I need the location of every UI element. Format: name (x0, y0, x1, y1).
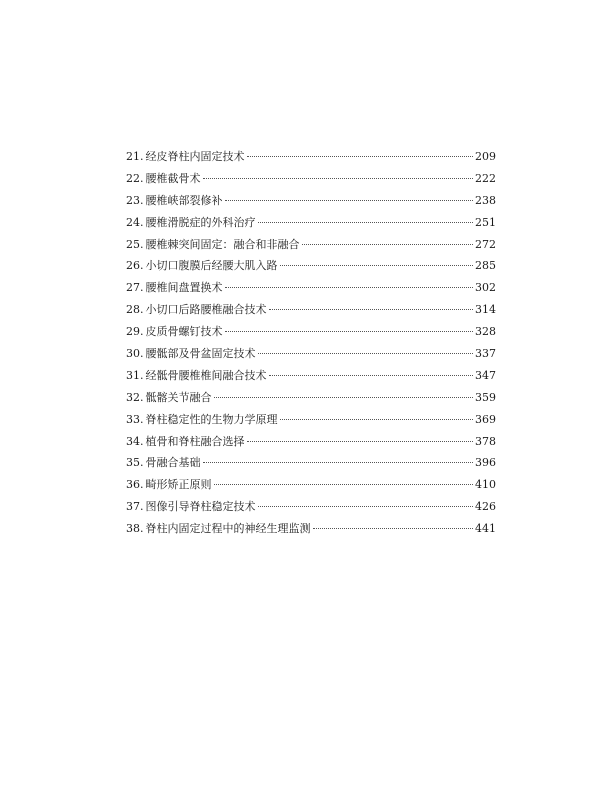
toc-entry-number: 36. (126, 478, 144, 492)
toc-entry-title: 畸形矫正原则 (145, 478, 212, 492)
toc-entry-title: 小切口腹膜后经腰大肌入路 (145, 259, 278, 273)
toc-entry-title: 经骶骨腰椎椎间融合技术 (145, 368, 267, 382)
toc-entry-title: 腰椎棘突间固定：融合和非融合 (145, 237, 300, 251)
toc-entry-page-number: 396 (475, 456, 496, 470)
toc-dot-leader (247, 441, 474, 442)
toc-entry-number: 27. (126, 281, 144, 295)
toc-entry-page-number: 441 (475, 522, 496, 536)
toc-entry-page-number: 302 (475, 281, 496, 295)
toc-entry (126, 194, 496, 216)
toc-entry-title: 骨融合基础 (145, 456, 201, 470)
toc-entry (126, 391, 496, 413)
table-of-contents (126, 150, 496, 544)
toc-entry-page-number: 285 (475, 259, 496, 273)
toc-entry-title: 腰椎滑脱症的外科治疗 (145, 215, 256, 229)
toc-entry (126, 369, 496, 391)
toc-entry-title: 腰椎截骨术 (145, 171, 201, 185)
toc-entry-page-number: 328 (475, 325, 496, 339)
toc-entry-page-number: 369 (475, 412, 496, 426)
toc-entry-number: 37. (126, 500, 144, 514)
toc-entry-page-number: 314 (475, 303, 496, 317)
toc-entry-number: 25. (126, 237, 144, 251)
toc-entry (126, 259, 496, 281)
toc-dot-leader (280, 419, 474, 420)
toc-dot-leader (258, 353, 474, 354)
toc-entry (126, 413, 496, 435)
toc-entry-number: 38. (126, 522, 144, 536)
toc-entry-page-number: 337 (475, 347, 496, 361)
toc-dot-leader (258, 222, 474, 223)
toc-entry (126, 435, 496, 457)
toc-entry-title: 皮质骨螺钉技术 (145, 325, 223, 339)
toc-entry-title: 植骨和脊柱融合选择 (145, 434, 245, 448)
toc-entry (126, 303, 496, 325)
toc-dot-leader (269, 375, 474, 376)
toc-entry-page-number: 222 (475, 171, 496, 185)
toc-entry-title: 图像引导脊柱稳定技术 (145, 500, 256, 514)
toc-entry-number: 35. (126, 456, 144, 470)
toc-entry-title: 腰椎峡部裂修补 (145, 193, 223, 207)
toc-entry-number: 34. (126, 434, 144, 448)
toc-entry-title: 经皮脊柱内固定技术 (145, 150, 245, 163)
toc-entry (126, 325, 496, 347)
toc-entry (126, 238, 496, 260)
toc-entry-title: 腰椎间盘置换术 (145, 281, 223, 295)
toc-entry-title: 腰骶部及骨盆固定技术 (145, 347, 256, 361)
toc-entry-number: 26. (126, 259, 144, 273)
toc-entry-title: 脊柱内固定过程中的神经生理监测 (145, 522, 311, 536)
toc-entry-page-number: 359 (475, 390, 496, 404)
toc-dot-leader (225, 331, 474, 332)
toc-entry (126, 500, 496, 522)
toc-entry-number: 28. (126, 303, 144, 317)
toc-entry-page-number: 272 (475, 237, 496, 251)
toc-entry (126, 172, 496, 194)
toc-entry-number: 22. (126, 171, 144, 185)
toc-entry-number: 33. (126, 412, 144, 426)
toc-entry-page-number: 251 (475, 215, 496, 229)
toc-entry (126, 281, 496, 303)
toc-entry-page-number: 209 (475, 150, 496, 163)
toc-dot-leader (203, 178, 474, 179)
toc-entry-number: 24. (126, 215, 144, 229)
toc-dot-leader (214, 397, 474, 398)
toc-entry-page-number: 238 (475, 193, 496, 207)
toc-entry (126, 478, 496, 500)
toc-dot-leader (225, 287, 474, 288)
toc-dot-leader (214, 484, 474, 485)
toc-entry (126, 456, 496, 478)
toc-entry-page-number: 426 (475, 500, 496, 514)
toc-entry-page-number: 347 (475, 368, 496, 382)
toc-dot-leader (203, 462, 474, 463)
toc-entry-title: 骶髂关节融合 (145, 390, 212, 404)
toc-dot-leader (313, 528, 474, 529)
toc-entry (126, 216, 496, 238)
toc-entry-number: 30. (126, 347, 144, 361)
toc-entry (126, 150, 496, 172)
toc-dot-leader (225, 200, 474, 201)
toc-entry-page-number: 410 (475, 478, 496, 492)
toc-entry-number: 32. (126, 390, 144, 404)
toc-dot-leader (258, 506, 474, 507)
toc-entry (126, 522, 496, 544)
toc-entry-number: 31. (126, 368, 144, 382)
toc-dot-leader (280, 265, 474, 266)
toc-entry-page-number: 378 (475, 434, 496, 448)
toc-entry-number: 21. (126, 150, 144, 163)
toc-dot-leader (302, 244, 474, 245)
toc-entry (126, 347, 496, 369)
toc-entry-number: 29. (126, 325, 144, 339)
toc-dot-leader (247, 156, 474, 157)
toc-entry-title: 脊柱稳定性的生物力学原理 (145, 412, 278, 426)
toc-entry-number: 23. (126, 193, 144, 207)
toc-dot-leader (269, 309, 474, 310)
toc-entry-title: 小切口后路腰椎融合技术 (145, 303, 267, 317)
